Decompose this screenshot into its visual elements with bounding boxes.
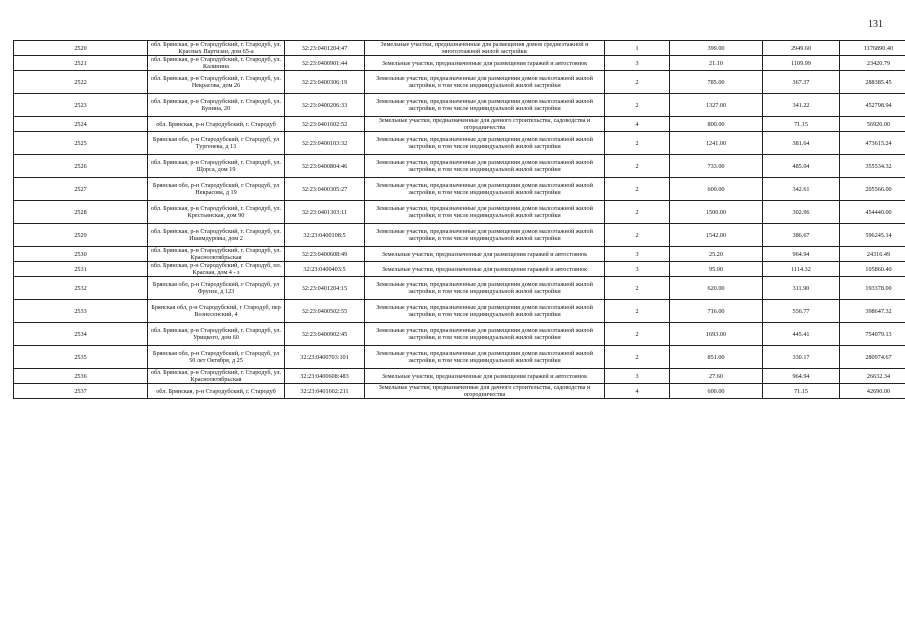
category-cell: 4 xyxy=(605,117,670,132)
area-cell: 600.00 xyxy=(670,384,763,399)
land-use-cell: Земельные участки, предназначенные для размещения домов малоэтажной жилой застройки, в том числе индивидуальной жилой застройки xyxy=(365,300,605,323)
category-cell: 3 xyxy=(605,56,670,71)
address-cell: Брянская обл, р-н Стародубский, г Стародуб, пер Вознесенский, 4 xyxy=(148,300,285,323)
land-use-cell: Земельные участки, предназначенные для размещения домов малоэтажной жилой застройки, в том числе индивидуальной жилой застройки xyxy=(365,178,605,201)
row-number: 2525 xyxy=(14,132,148,155)
page-number: 131 xyxy=(868,19,883,30)
table-row xyxy=(14,262,905,277)
price-cell: 1109.99 xyxy=(763,56,840,71)
land-use-cell: Земельные участки, предназначенные для размещения домов малоэтажной жилой застройки, в том числе индивидуальной жилой застройки xyxy=(365,277,605,300)
cadastral-value: 23420.79 xyxy=(840,56,905,71)
table-row xyxy=(14,178,905,201)
address-cell: Брянская обл, р-н Стародубский, г Стародуб, ул Тургенева, д 13 xyxy=(148,132,285,155)
area-cell: 716.00 xyxy=(670,300,763,323)
area-cell: 1542.00 xyxy=(670,224,763,247)
cadastral-value: 24316.49 xyxy=(840,247,905,262)
cadastral-number: 32:23:0400902:45 xyxy=(285,323,365,346)
category-cell: 2 xyxy=(605,155,670,178)
cadastral-value: 193378.00 xyxy=(840,277,905,300)
address-cell: обл. Брянская, р-н Стародубский, г. Стародуб, ул. Краснооктябрьская xyxy=(148,369,285,384)
row-number: 2532 xyxy=(14,277,148,300)
address-cell: обл. Брянская, р-н Стародубский, г. Стародуб, ул. Урицкого, дом 60 xyxy=(148,323,285,346)
address-cell: Брянская обл, р-н Стародубский, г Стародуб, ул Фрунзе, д 123 xyxy=(148,277,285,300)
category-cell: 2 xyxy=(605,178,670,201)
cadastral-number: 32:23:0400502:55 xyxy=(285,300,365,323)
land-use-cell: Земельные участки, предназначенные для размещения гаражей и автостоянок xyxy=(365,369,605,384)
cadastral-number: 32:23:0401303:11 xyxy=(285,201,365,224)
price-cell: 342.61 xyxy=(763,178,840,201)
category-cell: 2 xyxy=(605,323,670,346)
land-use-cell: Земельные участки, предназначенные для размещения домов среднеэтажной и многоэтажной жилой застройки xyxy=(365,41,605,56)
table-row xyxy=(14,369,905,384)
cadastral-number: 32:23:0400403:5 xyxy=(285,262,365,277)
price-cell: 311.90 xyxy=(763,277,840,300)
price-cell: 71.15 xyxy=(763,384,840,399)
cadastral-number: 32:23:0400103:32 xyxy=(285,132,365,155)
table-row xyxy=(14,247,905,262)
land-use-cell: Земельные участки, предназначенные для размещения домов малоэтажной жилой застройки, в том числе индивидуальной жилой застройки xyxy=(365,94,605,117)
area-cell: 733.00 xyxy=(670,155,763,178)
area-cell: 21.10 xyxy=(670,56,763,71)
land-use-cell: Земельные участки, предназначенные для размещения гаражей и автостоянок xyxy=(365,262,605,277)
category-cell: 4 xyxy=(605,384,670,399)
row-number: 2524 xyxy=(14,117,148,132)
price-cell: 964.94 xyxy=(763,247,840,262)
cadastral-value: 454440.00 xyxy=(840,201,905,224)
cadastral-value: 26632.34 xyxy=(840,369,905,384)
price-cell: 1114.32 xyxy=(763,262,840,277)
cadastral-value: 42690.00 xyxy=(840,384,905,399)
address-cell: обл. Брянская, р-н Стародубский, г. Стародуб, ул. Краснооктябрьская xyxy=(148,247,285,262)
table-row xyxy=(14,224,905,247)
area-cell: 1500.00 xyxy=(670,201,763,224)
cadastral-value: 105860.40 xyxy=(840,262,905,277)
row-number: 2531 xyxy=(14,262,148,277)
cadastral-number: 32:23:0400703:101 xyxy=(285,346,365,369)
cadastral-number: 32:23:0400608:483 xyxy=(285,369,365,384)
price-cell: 485.04 xyxy=(763,155,840,178)
address-cell: обл. Брянская, р-н Стародубский, г. Стародуб, ул. Некрасова, дом 26 xyxy=(148,71,285,94)
price-cell: 556.77 xyxy=(763,300,840,323)
table-body xyxy=(14,41,905,399)
cadastral-value: 754079.13 xyxy=(840,323,905,346)
price-cell: 964.94 xyxy=(763,369,840,384)
address-cell: Брянская обл, р-н Стародубский, г Стародуб, ул 50 лет Октября, д 25 xyxy=(148,346,285,369)
row-number: 2529 xyxy=(14,224,148,247)
table-row xyxy=(14,300,905,323)
cadastral-number: 32:23:0401204:47 xyxy=(285,41,365,56)
price-cell: 341.22 xyxy=(763,94,840,117)
table-row xyxy=(14,94,905,117)
land-registry-table xyxy=(13,40,905,399)
category-cell: 2 xyxy=(605,94,670,117)
row-number: 2534 xyxy=(14,323,148,346)
category-cell: 2 xyxy=(605,277,670,300)
category-cell: 1 xyxy=(605,41,670,56)
table-row xyxy=(14,117,905,132)
row-number: 2521 xyxy=(14,56,148,71)
cadastral-number: 32:23:0401602:52 xyxy=(285,117,365,132)
land-use-cell: Земельные участки, предназначенные для дачного строительства, садоводства и огородничества xyxy=(365,384,605,399)
category-cell: 2 xyxy=(605,224,670,247)
land-use-cell: Земельные участки, предназначенные для размещения домов малоэтажной жилой застройки, в том числе индивидуальной жилой застройки xyxy=(365,346,605,369)
cadastral-value: 398647.32 xyxy=(840,300,905,323)
land-use-cell: Земельные участки, предназначенные для размещения домов малоэтажной жилой застройки, в том числе индивидуальной жилой застройки xyxy=(365,323,605,346)
area-cell: 95.00 xyxy=(670,262,763,277)
table-row xyxy=(14,323,905,346)
price-cell: 330.17 xyxy=(763,346,840,369)
address-cell: обл. Брянская, р-н Стародубский, г. Стародуб xyxy=(148,117,285,132)
address-cell: обл. Брянская, р-н Стародубский, г. Стародуб xyxy=(148,384,285,399)
address-cell: обл. Брянская, р-н Стародубский, г. Стародуб, ул. Калинина xyxy=(148,56,285,71)
land-use-cell: Земельные участки, предназначенные для размещения гаражей и автостоянок xyxy=(365,56,605,71)
category-cell: 2 xyxy=(605,300,670,323)
address-cell: обл. Брянская, р-н Стародубский, г. Стародуб, ул. Красных Партизан, дом 65-а xyxy=(148,41,285,56)
cadastral-number: 32:23:0401602:211 xyxy=(285,384,365,399)
land-use-cell: Земельные участки, предназначенные для размещения домов малоэтажной жилой застройки, в том числе индивидуальной жилой застройки xyxy=(365,155,605,178)
address-cell: обл. Брянская, р-н Стародубский, г. Стародуб, ул. Бунина, 20 xyxy=(148,94,285,117)
land-use-cell: Земельные участки, предназначенные для размещения домов малоэтажной жилой застройки, в том числе индивидуальной жилой застройки xyxy=(365,224,605,247)
land-use-cell: Земельные участки, предназначенные для размещения гаражей и автостоянок xyxy=(365,247,605,262)
cadastral-value: 288385.45 xyxy=(840,71,905,94)
category-cell: 2 xyxy=(605,132,670,155)
price-cell: 71.15 xyxy=(763,117,840,132)
area-cell: 800.00 xyxy=(670,117,763,132)
price-cell: 386.67 xyxy=(763,224,840,247)
table-row xyxy=(14,132,905,155)
cadastral-value: 1176890.40 xyxy=(840,41,905,56)
row-number: 2537 xyxy=(14,384,148,399)
cadastral-value: 355534.32 xyxy=(840,155,905,178)
row-number: 2527 xyxy=(14,178,148,201)
table-row xyxy=(14,56,905,71)
price-cell: 445.41 xyxy=(763,323,840,346)
cadastral-number: 32:23:0401204:15 xyxy=(285,277,365,300)
cadastral-number: 32:23:0400206:33 xyxy=(285,94,365,117)
area-cell: 785.00 xyxy=(670,71,763,94)
cadastral-value: 473615.24 xyxy=(840,132,905,155)
cadastral-value: 56920.00 xyxy=(840,117,905,132)
area-cell: 399.00 xyxy=(670,41,763,56)
category-cell: 3 xyxy=(605,369,670,384)
category-cell: 3 xyxy=(605,262,670,277)
row-number: 2533 xyxy=(14,300,148,323)
row-number: 2530 xyxy=(14,247,148,262)
table-row xyxy=(14,155,905,178)
category-cell: 2 xyxy=(605,71,670,94)
row-number: 2535 xyxy=(14,346,148,369)
category-cell: 3 xyxy=(605,247,670,262)
area-cell: 851.00 xyxy=(670,346,763,369)
land-use-cell: Земельные участки, предназначенные для размещения домов малоэтажной жилой застройки, в том числе индивидуальной жилой застройки xyxy=(365,71,605,94)
table-row xyxy=(14,41,905,56)
land-use-cell: Земельные участки, предназначенные для размещения домов малоэтажной жилой застройки, в том числе индивидуальной жилой застройки xyxy=(365,132,605,155)
row-number: 2520 xyxy=(14,41,148,56)
area-cell: 600.00 xyxy=(670,178,763,201)
cadastral-number: 32:23:0400108:5 xyxy=(285,224,365,247)
area-cell: 25.20 xyxy=(670,247,763,262)
land-use-cell: Земельные участки, предназначенные для размещения домов малоэтажной жилой застройки, в том числе индивидуальной жилой застройки xyxy=(365,201,605,224)
cadastral-number: 32:23:0400305:27 xyxy=(285,178,365,201)
row-number: 2536 xyxy=(14,369,148,384)
row-number: 2526 xyxy=(14,155,148,178)
cadastral-number: 32:23:0400901:44 xyxy=(285,56,365,71)
table-row xyxy=(14,346,905,369)
cadastral-value: 280974.67 xyxy=(840,346,905,369)
price-cell: 367.37 xyxy=(763,71,840,94)
cadastral-number: 32:23:0400608:49 xyxy=(285,247,365,262)
cadastral-number: 32:23:0400804:46 xyxy=(285,155,365,178)
cadastral-value: 205566.00 xyxy=(840,178,905,201)
table-row xyxy=(14,277,905,300)
land-use-cell: Земельные участки, предназначенные для дачного строительства, садоводства и огородничества xyxy=(365,117,605,132)
cadastral-value: 596245.14 xyxy=(840,224,905,247)
address-cell: обл. Брянская, р-н Стародубский, г. Стародуб, пл. Красная, дом 4 - з xyxy=(148,262,285,277)
row-number: 2528 xyxy=(14,201,148,224)
area-cell: 1241.00 xyxy=(670,132,763,155)
table-row xyxy=(14,384,905,399)
cadastral-value: 452798.94 xyxy=(840,94,905,117)
area-cell: 27.60 xyxy=(670,369,763,384)
address-cell: Брянская обл, р-н Стародубский, г Стародуб, ул Некрасова, д 19 xyxy=(148,178,285,201)
area-cell: 620.00 xyxy=(670,277,763,300)
category-cell: 2 xyxy=(605,201,670,224)
table-row xyxy=(14,71,905,94)
address-cell: обл. Брянская, р-н Стародубский, г. Стародуб, ул. Крестьянская, дом 90 xyxy=(148,201,285,224)
address-cell: обл. Брянская, р-н Стародубский, г. Стародуб, ул. Щорса, дом 19 xyxy=(148,155,285,178)
area-cell: 1693.00 xyxy=(670,323,763,346)
address-cell: обл. Брянская, р-н Стародубский, г. Стародуб, ул. Ишимдуровы, дом 2 xyxy=(148,224,285,247)
cadastral-number: 32:23:0400306:19 xyxy=(285,71,365,94)
price-cell: 2949.60 xyxy=(763,41,840,56)
price-cell: 381.64 xyxy=(763,132,840,155)
table-row xyxy=(14,201,905,224)
category-cell: 2 xyxy=(605,346,670,369)
price-cell: 302.96 xyxy=(763,201,840,224)
row-number: 2523 xyxy=(14,94,148,117)
row-number: 2522 xyxy=(14,71,148,94)
area-cell: 1327.00 xyxy=(670,94,763,117)
